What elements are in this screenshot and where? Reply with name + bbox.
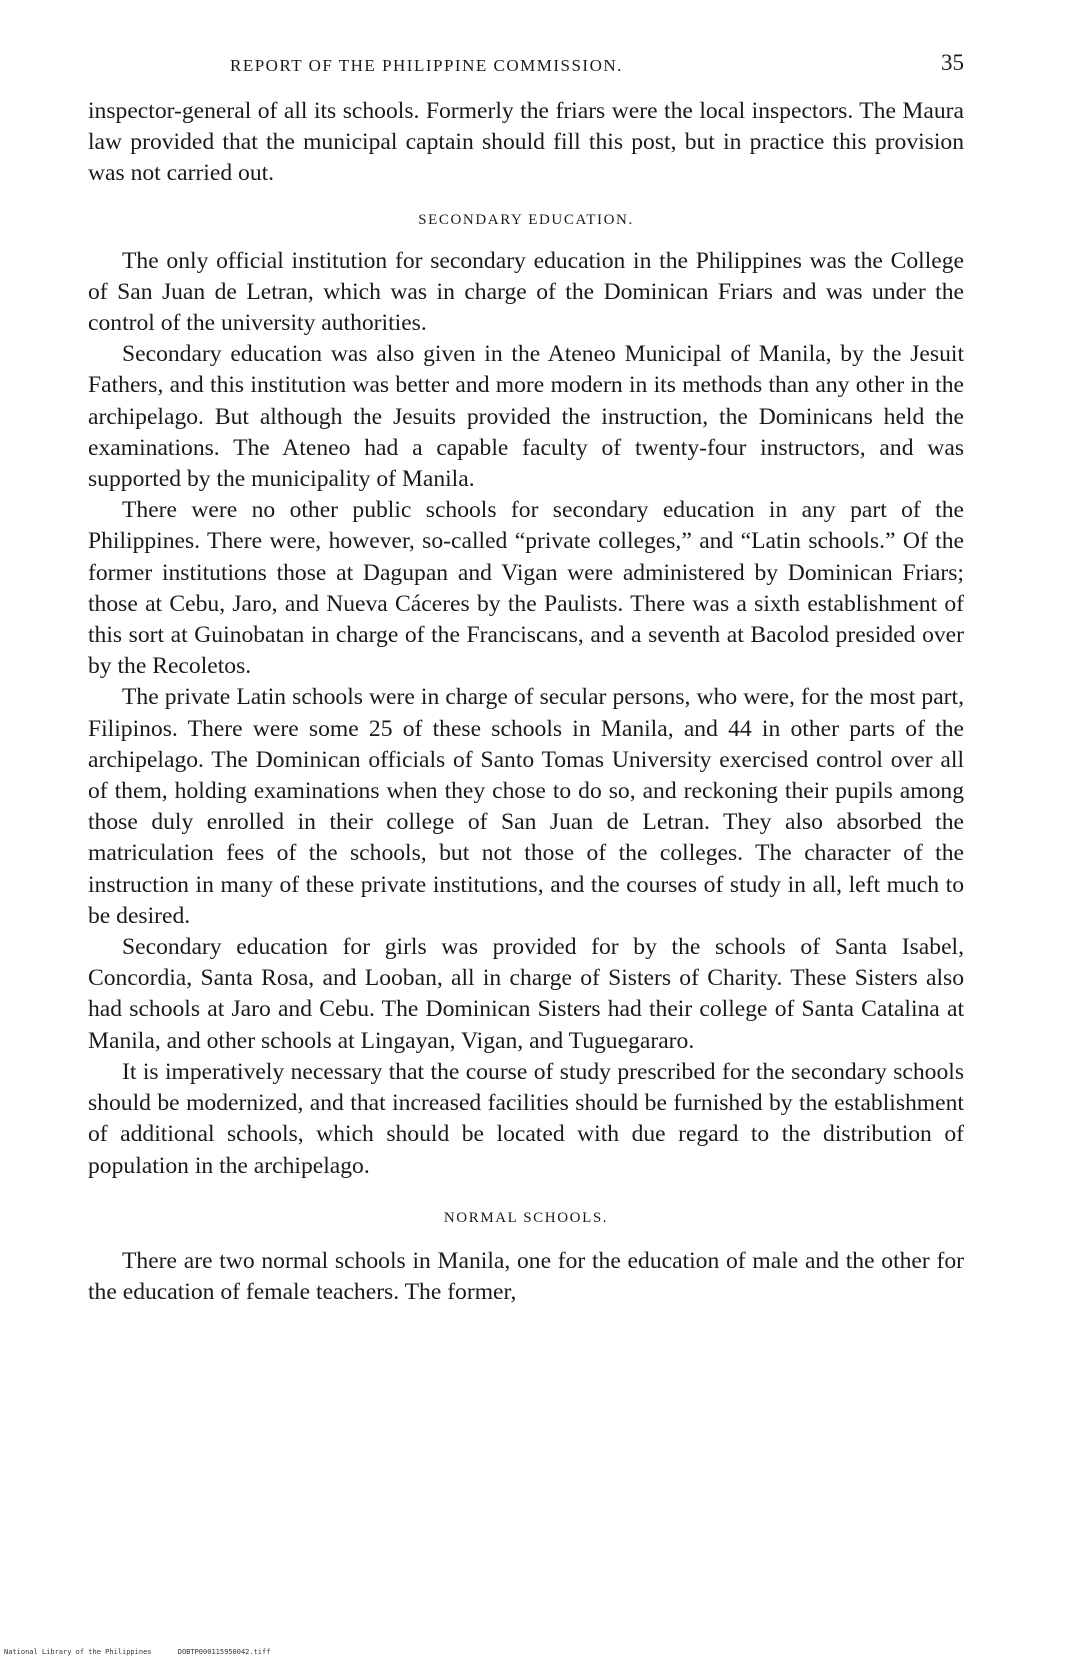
continued-paragraph: inspector-general of all its schools. Formerly the friars were the local inspectors. The Maura law provided that the municipal captain should fill this post, but in practice this provision was not carried out. (88, 98, 964, 187)
paragraph-secondary-2: Secondary education was also given in the Ateneo Municipal of Manila, by the Jesuit Fathers, and this institution was better and more modern in its methods than any other in the archipelago. But although the Jesuits provided the instruction, the Dominicans held the examinations. The Ateneo had a capable faculty of twenty-four instructors, and was supported by the municipality of Manila. (88, 341, 964, 493)
section-heading-secondary-education: SECONDARY EDUCATION. (418, 211, 634, 228)
paragraph-normal-1: There are two normal schools in Manila, one for the education of male and the other for the education of female teachers. The former, (88, 1247, 964, 1305)
footer-library: National Library of the Philippines (4, 1648, 152, 1656)
page-number: 35 (941, 50, 964, 75)
footer-file: DOBTP000115950042.tiff (177, 1648, 271, 1656)
paragraph-secondary-5: Secondary education for girls was provided for by the schools of Santa Isabel, Concordia, Santa Rosa, and Looban, all in charge of Sisters of Charity. These Sisters also had schools at Jaro and Cebu. The Dominican Sisters had their college of Santa Catalina at Manila, and other schools at Lingayan, Vigan, and Tuguegararo. (88, 934, 964, 1054)
page-header (88, 50, 964, 80)
page-body (88, 96, 964, 1308)
paragraph-secondary-4: The private Latin schools were in charge of secular persons, who were, for the most part, Filipinos. There were some 25 of these schools in Manila, and 44 in other parts of the archipelago. The Dominican officials of Santo Tomas University exercised control over all of them, holding examinations when they chose to do so, and reckoning their pupils among those duly enrolled in their college of San Juan de Letran. They also absorbed the matriculation fees of the schools, but not those of the colleges. The character of the instruction in many of these private institutions, and the courses of study in all, left much to be desired. (88, 684, 964, 929)
paragraph-secondary-1: The only official institution for secondary education in the Philippines was the College of San Juan de Letran, which was in charge of the Dominican Friars and was under the control of the university authorities. (88, 247, 964, 337)
section-heading-normal-schools: NORMAL SCHOOLS. (443, 1209, 609, 1226)
running-title: REPORT OF THE PHILIPPINE COMMISSION. (230, 56, 623, 75)
paragraph-secondary-6: It is imperatively necessary that the course of study prescribed for the secondary schools should be modernized, and that increased facilities should be furnished by the establishment of additional schools, which should be located with due regard to the distribution of population in the archipelago. (88, 1058, 964, 1179)
paragraph-secondary-3: There were no other public schools for secondary education in any part of the Philippines. There were, however, so-called “private colleges,” and “Latin schools.” Of the former institutions those at Dagupan and Vigan were administered by Dominican Friars; those at Cebu, Jaro, and Nueva Cáceres by the Paulists. There was a sixth establishment of this sort at Guinobatan in charge of the Franciscans, and a seventh at Bacolod presided over by the Recoletos. (88, 497, 964, 680)
scan-footer (4, 1648, 270, 1656)
